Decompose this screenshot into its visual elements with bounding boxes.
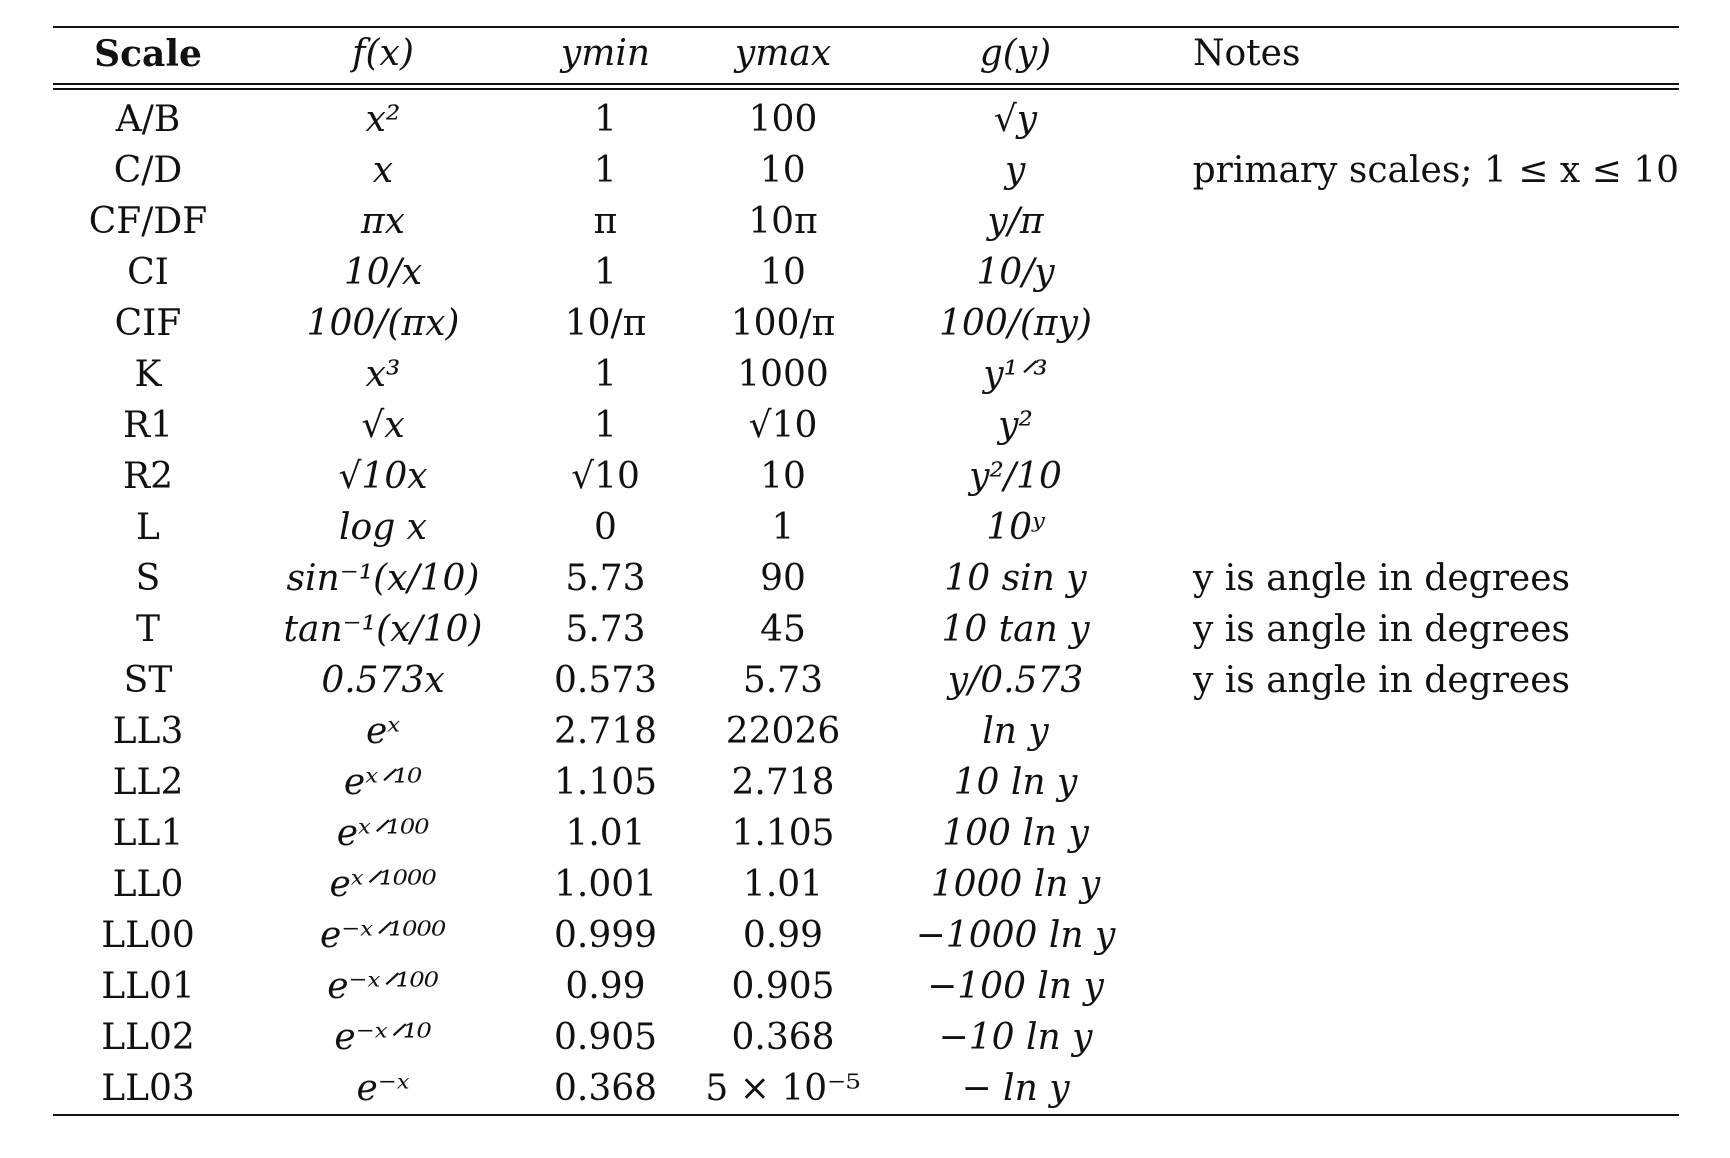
gy-cell: 10 ln y [953, 761, 1078, 803]
table-row [53, 910, 1679, 961]
ymin-cell: 0.905 [553, 1016, 658, 1058]
ymin-cell: 0.99 [565, 965, 646, 1007]
fx-cell: log x [339, 506, 427, 548]
header-double-rule-1 [53, 83, 1679, 85]
scale-cell: S [135, 557, 161, 599]
fx-cell: √x [361, 404, 405, 446]
table-row [53, 655, 1679, 706]
fx-cell: 0.573x [321, 659, 445, 701]
notes-cell: y is angle in degrees [1193, 608, 1570, 650]
scale-cell: LL2 [112, 761, 184, 803]
gy-cell: y²/10 [969, 455, 1062, 497]
gy-cell: ln y [982, 710, 1049, 752]
fx-cell: x² [365, 98, 401, 140]
gy-cell: y [1004, 149, 1026, 191]
ymin-cell: 2.718 [553, 710, 658, 752]
ymax-cell: 1 [771, 506, 795, 548]
table-row [53, 757, 1679, 808]
gy-cell: −10 ln y [938, 1016, 1093, 1058]
scale-cell: C/D [113, 149, 183, 191]
ymax-cell: 5.73 [742, 659, 824, 701]
ymin-cell: π [593, 200, 618, 242]
gy-cell: y¹ᐟ³ [983, 353, 1048, 395]
header-ymin: ymin [560, 32, 651, 74]
table-row [53, 1012, 1679, 1063]
gy-cell: y/0.573 [947, 659, 1084, 701]
ymin-cell: 1 [594, 404, 617, 446]
ymin-cell: √10 [571, 455, 640, 497]
scale-cell: LL3 [112, 710, 184, 752]
scale-cell: LL00 [101, 914, 195, 956]
table-row [53, 706, 1679, 757]
fx-cell: x³ [365, 353, 401, 395]
table-row [53, 196, 1679, 247]
ymax-cell: 5 × 10⁻⁵ [705, 1067, 861, 1109]
ymin-cell: 0 [594, 506, 617, 548]
fx-cell: eˣᐟ¹⁰⁰ [336, 812, 430, 854]
fx-cell: πx [361, 200, 405, 242]
gy-cell: 10 sin y [944, 557, 1087, 599]
notes-cell: y is angle in degrees [1193, 557, 1570, 599]
table-row [53, 349, 1679, 400]
scale-cell: T [135, 608, 160, 650]
ymin-cell: 0.368 [553, 1067, 658, 1109]
header-notes: Notes [1193, 32, 1301, 74]
scales-table [53, 26, 1679, 1116]
table-row [53, 502, 1679, 553]
header-gy: g(y) [979, 32, 1052, 74]
gy-cell: −100 ln y [927, 965, 1104, 1007]
scale-cell: LL0 [112, 863, 184, 905]
ymin-cell: 1 [593, 149, 617, 191]
ymax-cell: 100 [748, 98, 818, 140]
fx-cell: e⁻ˣᐟ¹⁰⁰⁰ [319, 914, 447, 956]
gy-cell: y² [998, 404, 1033, 446]
table-row [53, 553, 1679, 604]
fx-cell: e⁻ˣ [356, 1067, 410, 1109]
ymin-cell: 0.999 [553, 914, 658, 956]
ymin-cell: 1 [594, 98, 617, 140]
ymax-cell: 0.905 [731, 965, 835, 1007]
ymax-cell: 2.718 [731, 761, 835, 803]
scale-cell: K [134, 353, 162, 395]
fx-cell: e⁻ˣᐟ¹⁰⁰ [327, 965, 439, 1007]
ymax-cell: 0.368 [731, 1016, 835, 1058]
ymin-cell: 1.01 [565, 812, 646, 854]
scale-cell: CI [127, 251, 169, 293]
scale-cell: R1 [122, 404, 173, 446]
fx-cell: eˣᐟ¹⁰ [343, 761, 423, 803]
table-row [53, 247, 1679, 298]
gy-cell: 100 ln y [942, 812, 1089, 854]
ymin-cell: 1.105 [553, 761, 658, 803]
gy-cell: −1000 ln y [915, 914, 1116, 956]
ymin-cell: 1.001 [553, 863, 658, 905]
ymin-cell: 10/π [564, 302, 647, 344]
ymax-cell: 100/π [730, 302, 836, 344]
fx-cell: sin⁻¹(x/10) [286, 557, 480, 599]
ymax-cell: 10 [760, 251, 806, 293]
gy-cell: 1000 ln y [930, 863, 1101, 905]
fx-cell: x [372, 149, 394, 191]
table-row [53, 298, 1679, 349]
notes-cell: y is angle in degrees [1193, 659, 1570, 701]
ymax-cell: 22026 [725, 710, 841, 752]
ymax-cell: 10π [748, 200, 818, 242]
ymax-cell: 0.99 [742, 914, 824, 956]
fx-cell: 10/x [343, 251, 423, 293]
fx-cell: eˣ [365, 710, 401, 752]
bottom-rule [53, 1114, 1679, 1116]
table-row [53, 859, 1679, 910]
ymax-cell: 1.105 [731, 812, 835, 854]
fx-cell: √10x [338, 455, 428, 497]
table-row [53, 451, 1679, 502]
gy-cell: y/π [987, 200, 1044, 242]
ymax-cell: √10 [748, 404, 818, 446]
ymin-cell: 5.73 [565, 557, 646, 599]
gy-cell: √y [993, 98, 1038, 140]
fx-cell: tan⁻¹(x/10) [283, 608, 483, 650]
table-row [53, 1063, 1679, 1114]
ymax-cell: 1000 [737, 353, 829, 395]
ymin-cell: 1 [594, 251, 617, 293]
gy-cell: 10/y [976, 251, 1055, 293]
gy-cell: 100/(πy) [939, 302, 1092, 344]
header-fx: f(x) [352, 32, 414, 74]
scale-cell: LL1 [112, 812, 184, 854]
table-row [53, 604, 1679, 655]
ymin-cell: 5.73 [565, 608, 646, 650]
table-row [53, 94, 1679, 145]
table-row [53, 961, 1679, 1012]
ymax-cell: 90 [760, 557, 806, 599]
fx-cell: e⁻ˣᐟ¹⁰ [334, 1016, 432, 1058]
scale-cell: ST [123, 659, 173, 701]
gy-cell: 10 tan y [941, 608, 1090, 650]
gy-cell: − ln y [961, 1067, 1070, 1109]
ymax-cell: 1.01 [742, 863, 824, 905]
scale-cell: R2 [122, 455, 173, 497]
scale-cell: LL01 [101, 965, 195, 1007]
table-row [53, 400, 1679, 451]
scale-cell: LL02 [101, 1016, 195, 1058]
table-row [53, 145, 1679, 196]
scale-cell: CIF [114, 302, 182, 344]
ymax-cell: 10 [760, 455, 806, 497]
scale-cell: A/B [115, 98, 181, 140]
scale-cell: LL03 [101, 1067, 195, 1109]
header-ymax: ymax [734, 32, 832, 74]
table-row [53, 808, 1679, 859]
ymin-cell: 1 [594, 353, 617, 395]
fx-cell: eˣᐟ¹⁰⁰⁰ [329, 863, 437, 905]
notes-cell: primary scales; 1 ≤ x ≤ 10 [1192, 149, 1680, 191]
fx-cell: 100/(πx) [306, 302, 460, 344]
ymax-cell: 45 [760, 608, 806, 650]
ymin-cell: 0.573 [553, 659, 658, 701]
scale-cell: CF/DF [88, 200, 208, 242]
header-scale: Scale [94, 32, 202, 75]
scale-cell: L [136, 506, 160, 548]
ymax-cell: 10 [759, 149, 806, 191]
header-row [53, 28, 1679, 79]
gy-cell: 10ʸ [986, 506, 1045, 548]
table-body [53, 94, 1679, 1114]
